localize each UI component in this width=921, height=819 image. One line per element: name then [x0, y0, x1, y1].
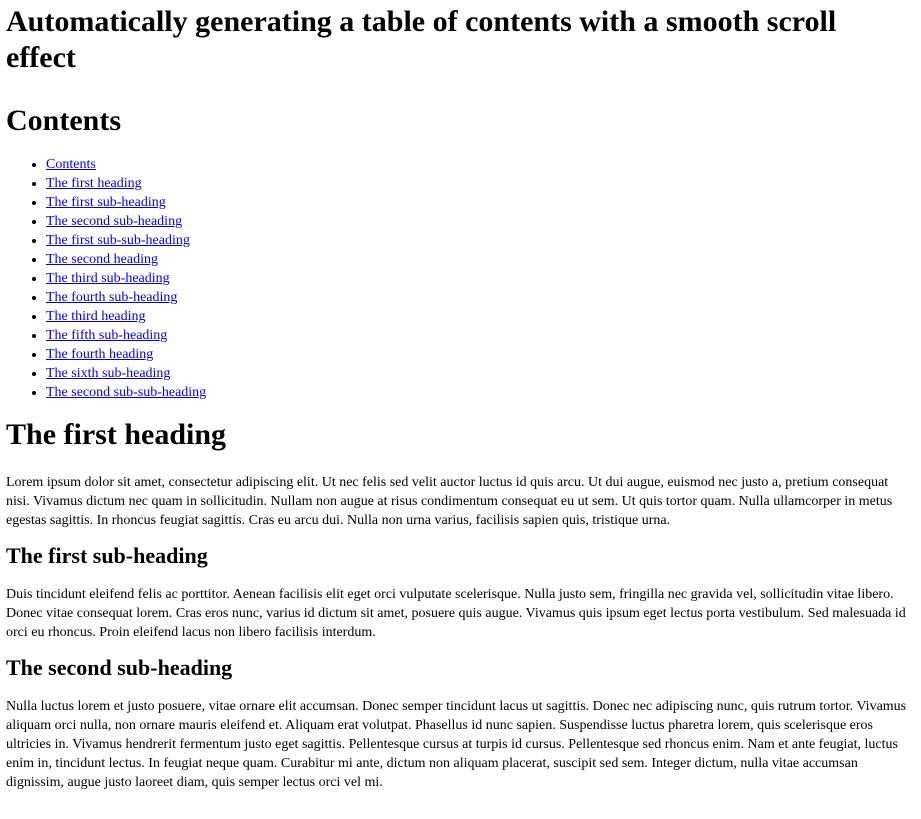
toc-link-sixth-sub-heading[interactable]: The sixth sub-heading	[46, 366, 171, 381]
toc-item	[46, 307, 909, 326]
toc-item	[46, 212, 909, 231]
toc-link-third-sub-heading[interactable]: The third sub-heading	[46, 271, 170, 286]
toc-item	[46, 155, 909, 174]
toc-item	[46, 231, 909, 250]
toc-item	[46, 250, 909, 269]
toc-item	[46, 174, 909, 193]
toc-item	[46, 383, 909, 402]
toc-link-third-heading[interactable]: The third heading	[46, 309, 146, 324]
toc-item	[46, 193, 909, 212]
first-heading: The first heading	[6, 418, 227, 451]
toc-link-second-heading[interactable]: The second heading	[46, 252, 158, 267]
toc-item	[46, 345, 909, 364]
toc-item	[46, 364, 909, 383]
toc-item	[46, 269, 909, 288]
toc-link-first-heading[interactable]: The first heading	[46, 176, 142, 191]
second-sub-heading-paragraph: Nulla luctus lorem et justo posuere, vitae ornare elit accumsan. Donec semper tincidunt lacus ut sagittis. Donec nec adipiscing nunc, quis rutrum tortor. Vivamus aliquam orci nulla, non ornare mauris eleifend et. Aliquam erat volutpat. Phasellus id nunc sapien. Suspendisse luctus pharetra lorem, quis scelerisque eros ultricies in. Vivamus hendrerit fermentum justo eget sagittis. Pellentesque cursus at turpis id cursus. Pellentesque sed rhoncus enim. Nam et ante feugiat, luctus enim in, tincidunt lectus. In feugiat neque quam. Curabitur mi ante, dictum non aliquam placerat, suscipit sed sem. Integer dictum, nulla vitae accumsan dignissim, augue justo laoreet diam, quis semper lectus orci vel mi.	[6, 699, 907, 790]
toc-link-first-sub-heading[interactable]: The first sub-heading	[46, 195, 166, 210]
toc-link-fourth-heading[interactable]: The fourth heading	[46, 347, 154, 362]
toc-link-second-sub-heading[interactable]: The second sub-heading	[46, 214, 183, 229]
page-container	[0, 4, 921, 792]
toc-link-fifth-sub-heading[interactable]: The fifth sub-heading	[46, 328, 168, 343]
toc-item	[46, 326, 909, 345]
table-of-contents	[6, 155, 909, 402]
first-sub-heading-paragraph: Duis tincidunt eleifend felis ac porttitor. Aenean facilisis elit eget orci vulputate scelerisque. Nulla justo sem, fringilla nec gravida vel, sollicitudin vitae libero. Donec vitae consequat lorem. Cras eros nunc, varius id dictum sit amet, posuere quis augue. Vivamus quis ipsum eget lectus porta vestibulum. Sed malesuada id orci eu rhoncus. Proin eleifend lacus non libero facilisis interdum.	[6, 587, 906, 640]
toc-link-fourth-sub-heading[interactable]: The fourth sub-heading	[46, 290, 178, 305]
toc-link-second-sub-sub-heading[interactable]: The second sub-sub-heading	[46, 385, 207, 400]
page-title: Automatically generating a table of contents with a smooth scroll effect	[6, 5, 837, 74]
toc-heading: Contents	[6, 104, 122, 137]
toc-item	[46, 288, 909, 307]
second-sub-heading: The second sub-heading	[6, 655, 233, 680]
first-sub-heading: The first sub-heading	[6, 543, 208, 568]
first-heading-paragraph: Lorem ipsum dolor sit amet, consectetur adipiscing elit. Ut nec felis sed velit auctor luctus id quis arcu. Ut dui augue, euismod nec justo a, pretium consequat nisi. Vivamus dictum nec quam in sollicitudin. Nullam non augue at risus condimentum consequat eu ut sem. Ut quis tortor quam. Nulla ullamcorper in metus egestas sagittis. In rhoncus feugiat sagittis. Cras eu arcu dui. Nulla non urna varius, facilisis sapien quis, tristique urna.	[6, 475, 893, 528]
toc-link-contents[interactable]: Contents	[46, 157, 96, 172]
toc-link-first-sub-sub-heading[interactable]: The first sub-sub-heading	[46, 233, 190, 248]
